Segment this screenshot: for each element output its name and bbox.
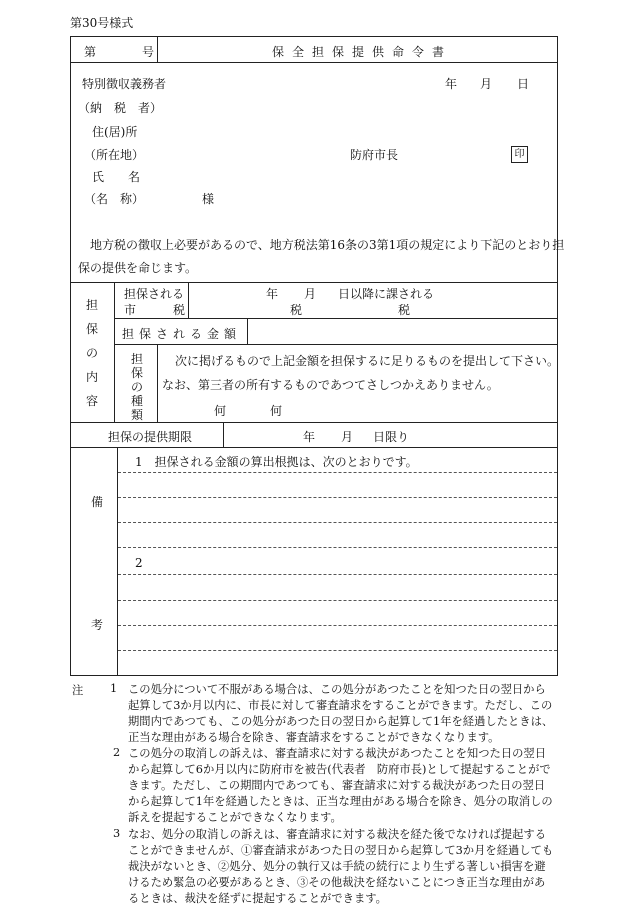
tax-zei-2: 税 <box>398 303 411 317</box>
form-number: 第30号様式 <box>70 16 134 30</box>
seal-mark: 印 <box>511 146 528 163</box>
type-char-1: 担 <box>130 352 143 366</box>
taxpayer-label: （納 税 者） <box>78 101 163 115</box>
note-2-number: 2 <box>113 746 121 759</box>
corp-name-label: （名 称） <box>84 192 145 206</box>
type-char-4: 種 <box>130 394 143 408</box>
frame-top <box>70 36 558 37</box>
side-char-5: 容 <box>85 394 98 408</box>
remarks-rule <box>118 650 557 651</box>
body-text-line1: 地方税の徴収上必要があるので、地方税法第16条の3第1項の規定により下記のとおり担 <box>90 238 565 252</box>
remarks-rule <box>118 574 557 575</box>
type-text-1: 次に掲げるもので上記金額を担保するに足りるものを提出して下さい。 <box>175 354 560 368</box>
deadline-label: 担保の提供期限 <box>108 430 193 444</box>
side-char-2: 保 <box>85 322 98 336</box>
tax-after: 日以降に課される <box>338 287 435 301</box>
date-month: 月 <box>480 77 493 91</box>
obligor-label: 特別徴収義務者 <box>82 77 167 91</box>
note-2-text: この処分の取消しの訴えは、審査請求に対する裁決があつたことを知つた日の翌日から起算して6か月以内に防府市を被告(代表者 防府市長)として提起することができます。ただし、この期間内であつても、審査請求に対する裁決があつた日の翌日から起算して1年を経過したときは、正当な理由がある場合を除き、処分の取消しの訴えを提起することができなくなります。 <box>128 747 553 824</box>
issuer-name: 防府市長 <box>350 148 399 162</box>
remarks-label-top: 備 <box>91 495 104 509</box>
tax-row-bottom <box>114 318 558 319</box>
type-char-5: 類 <box>130 408 143 422</box>
header-bottom <box>70 62 558 63</box>
amount-label: 担保される金額 <box>122 327 242 341</box>
name-label: 氏 名 <box>92 170 141 184</box>
date-day: 日 <box>517 77 530 91</box>
date-year: 年 <box>445 77 458 91</box>
tax-zei-1: 税 <box>290 303 303 317</box>
remarks-rule <box>118 522 557 523</box>
deadline-bottom <box>70 447 558 448</box>
amount-row-bottom <box>114 344 558 345</box>
side-char-1: 担 <box>85 298 98 312</box>
tax-label-city: 市 <box>124 303 137 317</box>
tax-year: 年 <box>266 287 279 301</box>
remarks-label-bottom: 考 <box>91 618 104 632</box>
side-char-4: 内 <box>85 370 98 384</box>
amount-divider <box>247 318 248 344</box>
remarks-rule <box>118 547 557 548</box>
tax-label-tax: 税 <box>173 303 186 317</box>
type-char-3: の <box>130 380 143 394</box>
remarks-rule <box>118 625 557 626</box>
remarks-item-2: 2 <box>135 556 143 570</box>
number-label-right: 号 <box>142 45 155 59</box>
note-3-text: なお、処分の取消しの訴えは、審査請求に対する裁決を経た後でなければ提起することができませんが、①審査請求があつた日の翌日から起算して3か月を経過しても裁決がないとき、②処分、処分の執行又は手続の続行により生ずる著しい損害を避けるため緊急の必要があるとき、③その他裁決を経ないことにつき正当な理由があるときは、裁決を経ずに提起することができます。 <box>128 828 554 905</box>
note-1-number: 1 <box>110 682 118 695</box>
location-label: （所在地） <box>84 148 145 162</box>
deadline-year: 年 <box>303 430 316 444</box>
remarks-rule <box>118 497 557 498</box>
frame-left <box>70 36 71 676</box>
type-divider <box>157 344 158 422</box>
tax-row-divider <box>188 282 189 318</box>
header-divider <box>157 36 158 62</box>
frame-bottom <box>70 675 558 676</box>
note-1-text: この処分について不服がある場合は、この処分があつたことを知つた日の翌日から起算して3か月以内に、市長に対して審査請求をすることができます。ただし、この期間内であつても、この処分があつた日の翌日から起算して1年を経過したときは、正当な理由がある場合を除き、審査請求をすることができなくなります。 <box>128 683 554 744</box>
tax-month: 月 <box>304 287 317 301</box>
remarks-divider <box>117 447 118 675</box>
type-text-2: なお、第三者の所有するものであつてさしつかえありません。 <box>162 378 499 392</box>
deadline-top <box>70 422 558 423</box>
side-char-3: の <box>85 346 98 360</box>
document-title: 保全担保提供命令書 <box>272 45 453 59</box>
body-text-line2: 保の提供を命じます。 <box>78 261 198 275</box>
type-what-1: 何 <box>214 404 227 418</box>
remarks-rule <box>118 472 557 473</box>
remarks-item-1: 1 担保される金額の算出根拠は、次のとおりです。 <box>135 455 418 469</box>
type-char-2: 保 <box>130 366 143 380</box>
number-label-left: 第 <box>84 45 97 59</box>
content-top <box>70 282 558 283</box>
content-side-divider <box>114 282 115 422</box>
deadline-divider <box>223 422 224 447</box>
notes-label: 注 <box>72 684 84 697</box>
deadline-day-limit: 日限り <box>373 430 410 444</box>
note-3-number: 3 <box>113 827 121 840</box>
type-what-2: 何 <box>270 404 283 418</box>
honorific: 様 <box>202 192 215 206</box>
tax-label-line1: 担保される <box>124 287 185 301</box>
deadline-month: 月 <box>341 430 354 444</box>
remarks-rule <box>118 600 557 601</box>
address-label: 住(居)所 <box>92 125 138 139</box>
